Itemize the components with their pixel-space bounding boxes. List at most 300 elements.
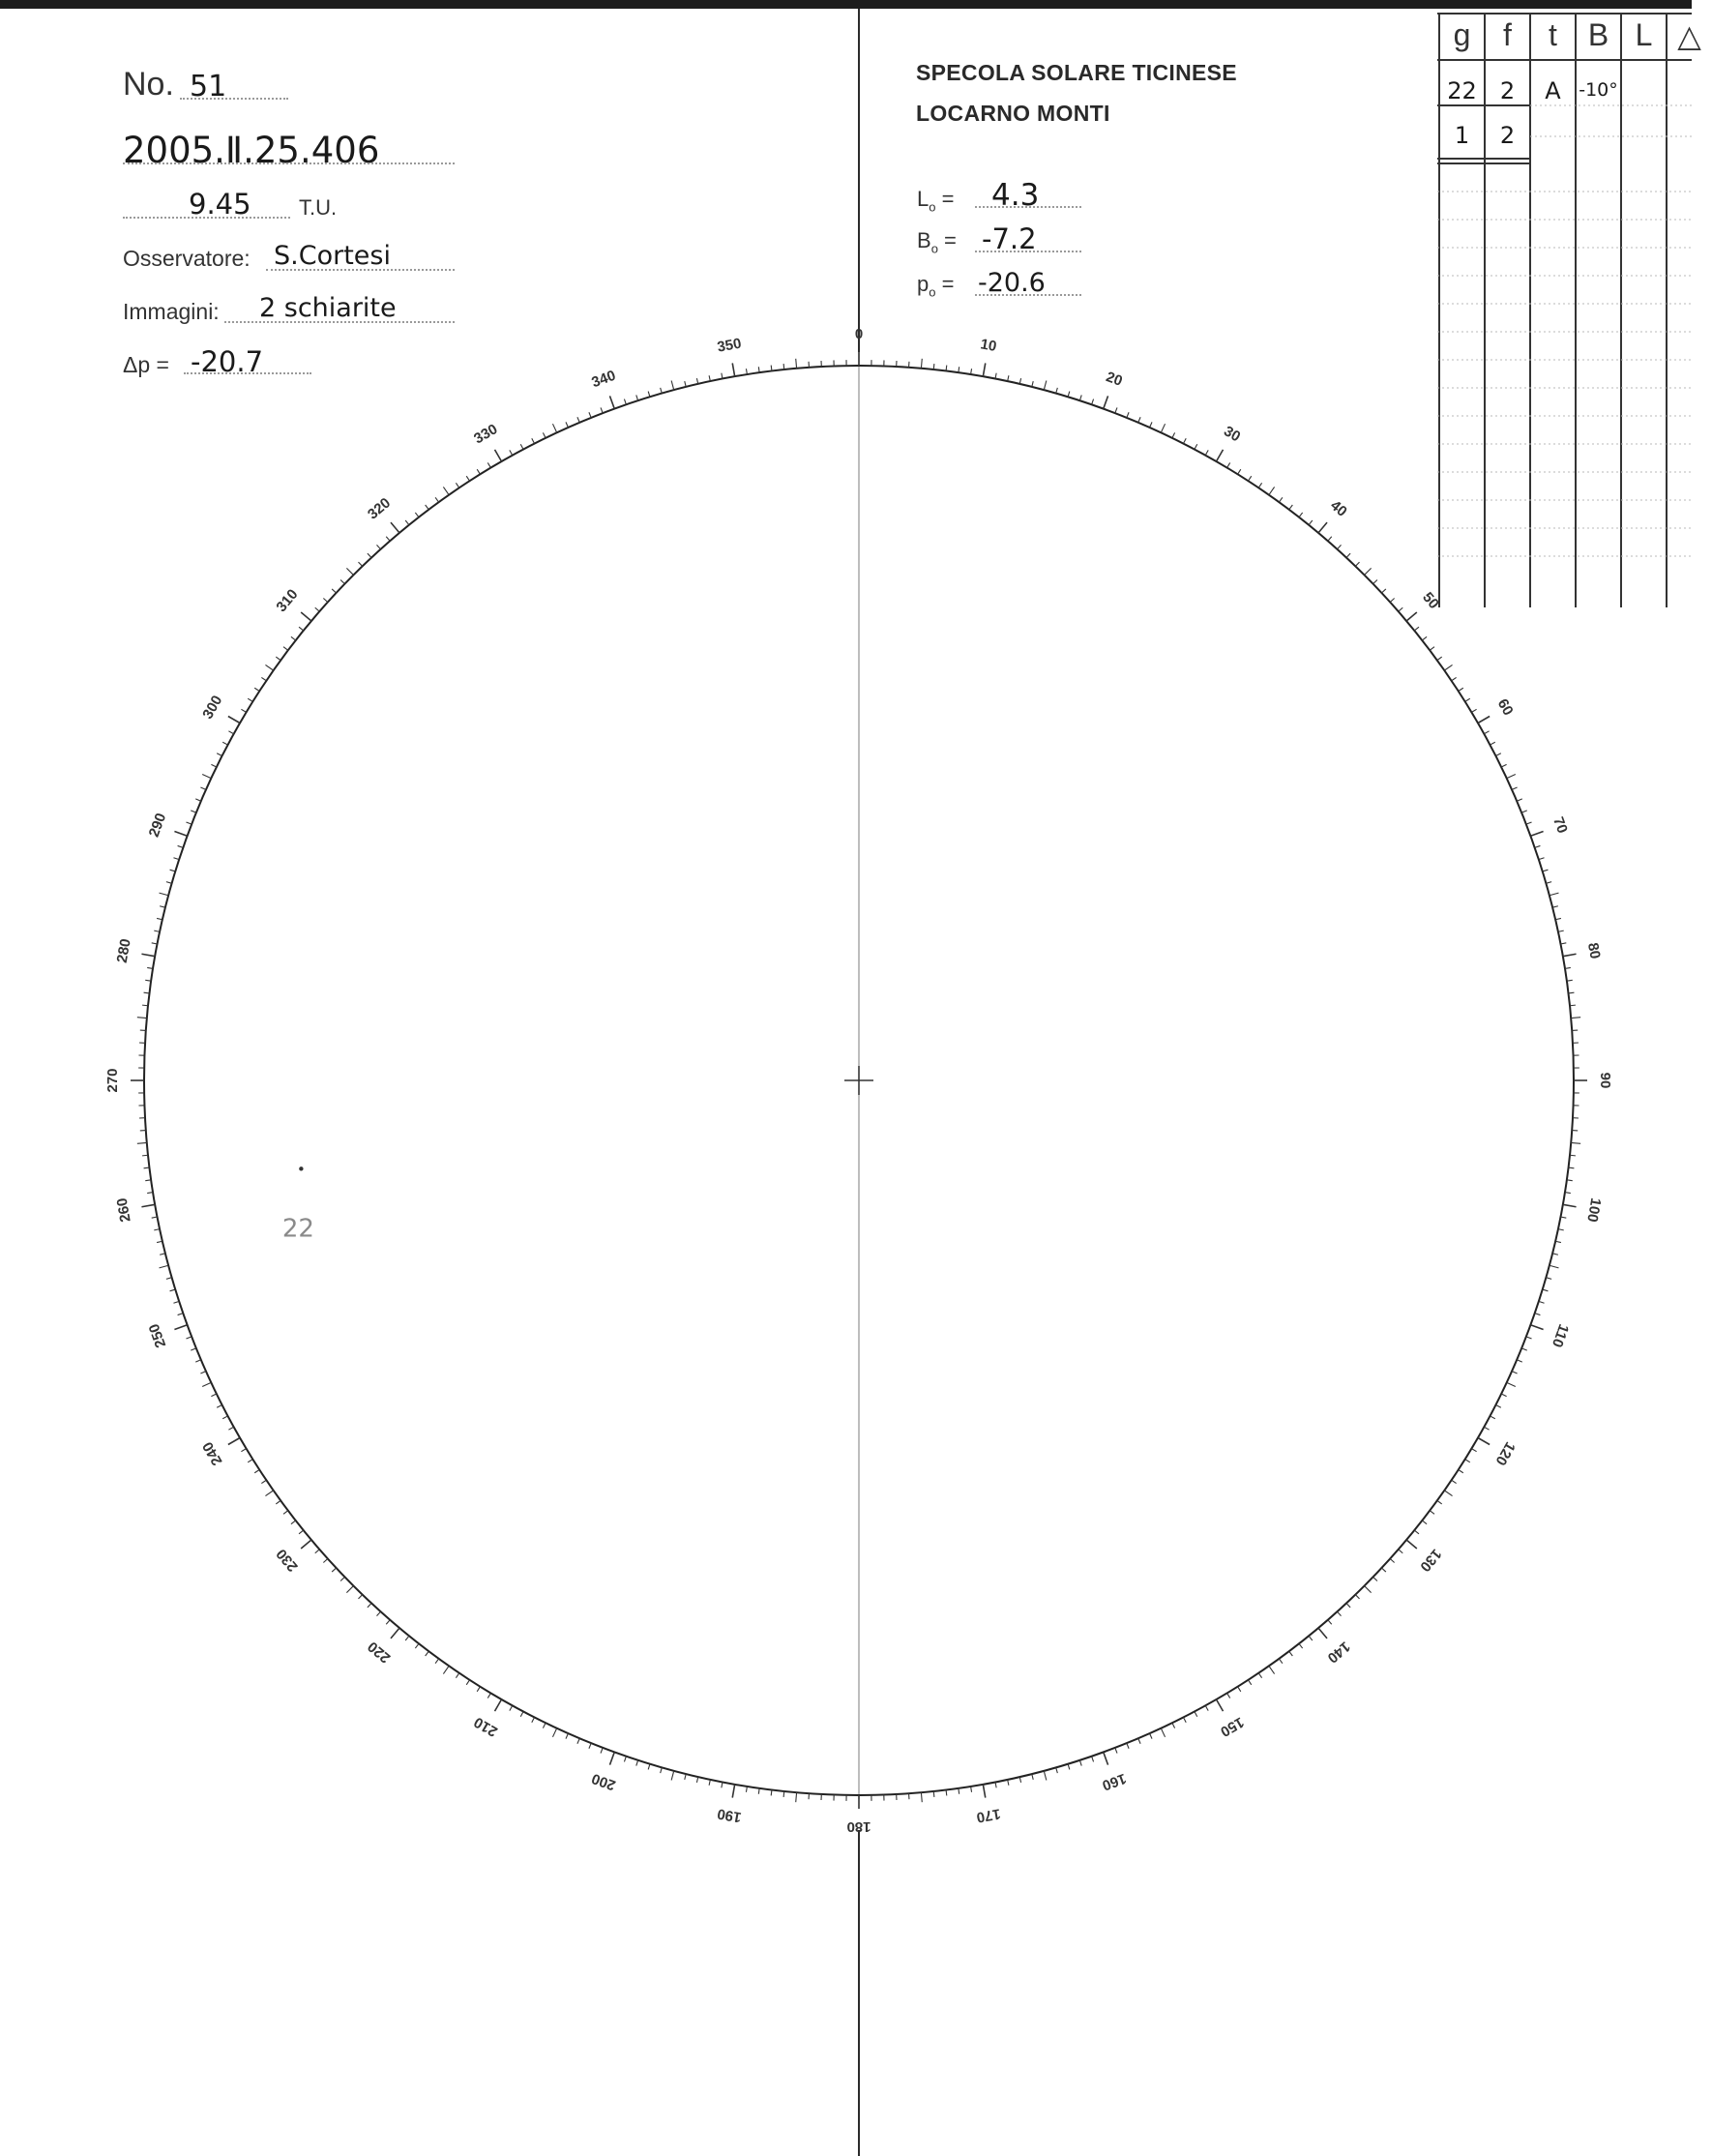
degree-tick <box>1552 1254 1558 1255</box>
degree-tick <box>1560 943 1566 944</box>
degree-tick <box>195 799 201 801</box>
degree-tick <box>1150 422 1152 427</box>
time-value: 9.45 <box>189 188 251 221</box>
degree-tick <box>495 450 502 461</box>
degree-tick <box>566 422 568 427</box>
degree-tick <box>144 992 150 993</box>
degree-tick <box>291 1521 296 1524</box>
degree-tick <box>152 943 158 944</box>
degree-tick <box>1381 1568 1385 1572</box>
degree-tick <box>1337 545 1341 548</box>
degree-tick <box>391 522 399 533</box>
degree-tick <box>1044 381 1047 391</box>
degree-tick <box>1571 1142 1580 1143</box>
degree-tick <box>1044 1771 1047 1781</box>
degree-tick <box>391 1628 399 1639</box>
degree-tick <box>358 1595 362 1599</box>
sunspot-dot <box>299 1167 303 1170</box>
dp-label: Δp = <box>123 352 169 377</box>
degree-tick <box>771 366 772 371</box>
degree-tick <box>1183 438 1186 443</box>
degree-tick <box>1490 742 1494 745</box>
degree-tick <box>415 1643 419 1648</box>
degree-tick <box>340 579 344 583</box>
col-header-delta: △ <box>1677 18 1701 53</box>
degree-label-200: 200 <box>589 1769 618 1794</box>
degree-tick <box>577 417 579 423</box>
degree-tick <box>154 930 160 931</box>
degree-tick <box>1289 1651 1293 1656</box>
degree-tick <box>1318 522 1327 533</box>
degree-tick <box>142 1155 148 1156</box>
degree-tick <box>1521 1348 1527 1350</box>
degree-tick <box>1205 450 1208 455</box>
degree-tick <box>1550 893 1559 896</box>
degree-tick <box>1571 1018 1580 1019</box>
degree-tick <box>173 1301 179 1303</box>
degree-label-130: 130 <box>1416 1545 1445 1575</box>
degree-tick <box>983 1785 985 1798</box>
p0-value: -20.6 <box>978 268 1046 298</box>
degree-tick <box>946 366 947 371</box>
degree-tick <box>1465 1460 1470 1462</box>
degree-tick <box>1563 954 1577 956</box>
degree-tick <box>732 363 734 376</box>
degree-tick <box>933 1791 934 1797</box>
degree-tick <box>661 1767 663 1773</box>
degree-tick <box>1507 774 1516 778</box>
degree-tick <box>1238 1687 1241 1692</box>
degree-tick <box>178 1314 184 1315</box>
degree-tick <box>1550 1265 1559 1268</box>
number-value: 51 <box>190 70 227 103</box>
degree-tick <box>368 553 371 557</box>
degree-tick <box>1459 1469 1463 1472</box>
observer-label: Osservatore: <box>123 246 251 271</box>
degree-tick <box>624 399 626 405</box>
degree-tick <box>1115 407 1117 413</box>
degree-tick <box>466 476 469 481</box>
degree-tick <box>202 1382 211 1386</box>
degree-tick <box>1104 1752 1108 1764</box>
degree-label-210: 210 <box>471 1713 501 1740</box>
degree-tick <box>386 1620 390 1625</box>
degree-tick <box>1381 589 1385 593</box>
degree-tick <box>722 373 723 379</box>
degree-tick <box>1172 1723 1175 1728</box>
degree-tick <box>1032 381 1033 387</box>
degree-tick <box>386 537 390 542</box>
degree-label-230: 230 <box>273 1545 302 1575</box>
degree-tick <box>248 698 252 701</box>
degree-tick <box>1478 1438 1490 1445</box>
degree-tick <box>510 1705 513 1710</box>
degree-tick <box>332 1568 336 1572</box>
degree-tick <box>160 893 169 896</box>
degree-tick <box>1399 607 1403 611</box>
degree-label-100: 100 <box>1583 1196 1605 1224</box>
degree-tick <box>1512 787 1517 789</box>
degree-tick <box>1150 1733 1152 1738</box>
degree-tick <box>1019 378 1020 384</box>
degree-tick <box>732 1785 734 1798</box>
degree-tick <box>921 359 922 369</box>
degree-label-250: 250 <box>145 1321 170 1350</box>
degree-tick <box>1501 1394 1506 1397</box>
degree-tick <box>971 1787 972 1792</box>
degree-tick <box>783 364 784 369</box>
degree-tick <box>174 831 187 836</box>
degree-tick <box>1444 665 1452 670</box>
degree-tick <box>746 1787 747 1792</box>
degree-tick <box>1484 731 1489 734</box>
degree-tick <box>435 497 439 502</box>
degree-tick <box>1530 1325 1543 1330</box>
degree-tick <box>191 811 196 812</box>
degree-label-290: 290 <box>145 811 170 840</box>
degree-tick <box>1437 657 1442 661</box>
L0-value: 4.3 <box>991 178 1040 213</box>
degree-tick <box>456 1673 458 1678</box>
degree-tick <box>552 1728 556 1737</box>
degree-tick <box>983 363 985 376</box>
degree-label-150: 150 <box>1217 1713 1247 1740</box>
degree-tick <box>265 665 273 670</box>
degree-tick <box>217 753 221 756</box>
row2-f: 2 <box>1499 122 1516 149</box>
degree-tick <box>1346 553 1350 557</box>
degree-tick <box>648 392 650 398</box>
degree-tick <box>1535 1314 1541 1315</box>
degree-tick <box>1318 1628 1327 1639</box>
degree-tick <box>241 1449 246 1452</box>
degree-tick <box>1478 717 1490 724</box>
images-value: 2 schiarite <box>259 293 397 323</box>
degree-tick <box>160 1265 169 1268</box>
degree-tick <box>299 627 304 631</box>
degree-tick <box>1539 858 1545 860</box>
degree-tick <box>1430 647 1434 651</box>
degree-tick <box>1172 432 1175 437</box>
degree-tick <box>415 513 419 517</box>
degree-label-220: 220 <box>365 1638 395 1667</box>
degree-tick <box>200 1372 205 1373</box>
degree-tick <box>323 1558 327 1562</box>
degree-tick <box>178 845 184 847</box>
degree-tick <box>1495 753 1500 756</box>
degree-tick <box>1227 1693 1230 1698</box>
degree-tick <box>248 1460 252 1462</box>
degree-tick <box>1269 1666 1275 1673</box>
degree-tick <box>1337 1611 1341 1615</box>
degree-tick <box>709 375 710 381</box>
degree-tick <box>601 407 603 413</box>
degree-tick <box>358 562 362 566</box>
row1-f: 2 <box>1499 77 1516 104</box>
col-header-B: B <box>1587 17 1609 52</box>
degree-tick <box>1543 1289 1549 1291</box>
degree-tick <box>137 1018 147 1019</box>
degree-tick <box>241 709 246 712</box>
degree-tick <box>1269 487 1275 494</box>
degree-tick <box>144 1167 150 1168</box>
degree-tick <box>636 1760 638 1766</box>
degree-tick <box>254 688 259 691</box>
degree-tick <box>141 1204 155 1206</box>
degree-tick <box>722 1782 723 1787</box>
degree-tick <box>191 1348 196 1350</box>
degree-tick <box>1309 520 1313 525</box>
degree-tick <box>283 647 288 651</box>
degree-tick <box>1289 505 1293 510</box>
degree-tick <box>405 1636 409 1640</box>
degree-tick <box>1248 1680 1251 1685</box>
degree-tick <box>771 1789 772 1795</box>
degree-tick <box>532 1717 535 1722</box>
degree-tick <box>1512 1372 1517 1373</box>
degree-tick <box>1555 1241 1561 1242</box>
degree-tick <box>601 1748 603 1754</box>
degree-tick <box>1444 1491 1452 1496</box>
degree-tick <box>1406 612 1417 621</box>
degree-tick <box>1365 1586 1372 1593</box>
degree-tick <box>1205 1705 1208 1710</box>
degree-label-50: 50 <box>1419 589 1442 612</box>
degree-tick <box>1279 497 1283 502</box>
degree-tick <box>166 1278 172 1280</box>
degree-label-340: 340 <box>589 367 618 392</box>
degree-tick <box>520 1711 523 1716</box>
degree-tick <box>315 607 320 611</box>
degree-tick <box>154 1229 160 1230</box>
degree-tick <box>1452 677 1457 680</box>
degree-tick <box>443 487 449 494</box>
degree-tick <box>685 1774 686 1780</box>
degree-tick <box>1560 1217 1566 1218</box>
degree-tick <box>1422 636 1427 640</box>
degree-tick <box>222 742 227 745</box>
degree-label-280: 280 <box>113 937 134 964</box>
degree-tick <box>228 1427 233 1430</box>
degree-tick <box>1546 882 1551 884</box>
degree-tick <box>1161 1728 1165 1737</box>
degree-tick <box>510 450 513 455</box>
degree-tick <box>1507 1382 1516 1386</box>
degree-label-80: 80 <box>1583 941 1604 960</box>
sunspot-group-label: 22 <box>281 1214 314 1244</box>
degree-tick <box>609 396 614 408</box>
degree-tick <box>1008 375 1009 381</box>
degree-tick <box>1079 1760 1081 1766</box>
degree-tick <box>265 1491 273 1496</box>
degree-label-260: 260 <box>113 1196 134 1224</box>
row1-g: 22 <box>1447 77 1477 104</box>
degree-tick <box>376 1611 380 1615</box>
degree-tick <box>1459 688 1463 691</box>
degree-tick <box>291 636 296 640</box>
degree-tick <box>577 1738 579 1744</box>
degree-tick <box>1008 1780 1009 1786</box>
degree-tick <box>160 906 165 907</box>
degree-tick <box>228 1438 240 1445</box>
degree-tick <box>1414 627 1419 631</box>
col-header-t: t <box>1549 17 1557 52</box>
degree-tick <box>487 1693 490 1698</box>
degree-tick <box>589 1743 591 1749</box>
degree-tick <box>552 424 556 432</box>
degree-tick <box>426 505 429 510</box>
degree-tick <box>685 381 686 387</box>
degree-tick <box>946 1789 947 1795</box>
degree-tick <box>228 731 233 734</box>
degree-tick <box>1568 1167 1574 1168</box>
degree-tick <box>1056 1767 1058 1773</box>
degree-tick <box>200 787 205 789</box>
degree-tick <box>1138 417 1140 423</box>
degree-label-310: 310 <box>273 586 302 616</box>
degree-tick <box>315 1550 320 1553</box>
date-value: 2005.Ⅱ.25.406 <box>123 130 380 171</box>
degree-tick <box>671 381 674 391</box>
images-label: Immagini: <box>123 299 220 324</box>
degree-tick <box>1399 1550 1403 1553</box>
degree-tick <box>157 918 162 919</box>
degree-tick <box>746 369 747 374</box>
degree-tick <box>1414 1530 1419 1534</box>
degree-tick <box>1104 396 1108 408</box>
degree-label-330: 330 <box>471 421 501 448</box>
degree-tick <box>152 1217 158 1218</box>
degree-tick <box>1484 1427 1489 1430</box>
degree-label-140: 140 <box>1323 1638 1353 1667</box>
degree-label-240: 240 <box>199 1438 226 1468</box>
row1-B: -10° <box>1579 79 1618 101</box>
degree-tick <box>1056 388 1058 394</box>
degree-label-20: 20 <box>1104 369 1125 390</box>
row1-t: A <box>1545 77 1561 104</box>
degree-tick <box>301 612 311 621</box>
degree-tick <box>222 1416 227 1419</box>
degree-tick <box>195 1360 201 1362</box>
degree-tick <box>1092 399 1094 405</box>
degree-tick <box>1546 1278 1551 1280</box>
B0-label: $B_o$ = <box>917 228 957 256</box>
degree-tick <box>1127 1743 1129 1749</box>
degree-tick <box>1430 1511 1434 1515</box>
degree-tick <box>435 1659 439 1664</box>
degree-tick <box>995 1782 996 1787</box>
degree-label-190: 190 <box>716 1805 743 1826</box>
number-label: No. <box>123 66 174 103</box>
degree-tick <box>1552 906 1558 907</box>
degree-tick <box>921 1792 922 1802</box>
degree-tick <box>1543 870 1549 871</box>
degree-tick <box>1390 598 1394 602</box>
degree-tick <box>1565 1193 1571 1194</box>
degree-tick <box>170 870 176 871</box>
degree-tick <box>301 1540 311 1549</box>
degree-tick <box>1471 1449 1476 1452</box>
degree-label-90: 90 <box>1597 1072 1614 1089</box>
degree-tick <box>1299 1643 1303 1648</box>
degree-tick <box>1183 1717 1186 1722</box>
degree-tick <box>495 1699 502 1711</box>
degree-tick <box>1570 1005 1576 1006</box>
degree-tick <box>1495 1404 1500 1407</box>
degree-tick <box>1501 764 1506 767</box>
degree-tick <box>933 364 934 369</box>
degree-tick <box>443 1666 449 1673</box>
degree-label-0: 0 <box>854 325 864 342</box>
degree-tick <box>340 1577 344 1580</box>
degree-tick <box>609 1752 614 1764</box>
degree-label-160: 160 <box>1100 1769 1129 1794</box>
degree-label-60: 60 <box>1493 695 1517 719</box>
degree-tick <box>1258 483 1261 487</box>
degree-tick <box>1465 698 1470 701</box>
degree-label-110: 110 <box>1548 1321 1573 1350</box>
observatory-name: SPECOLA SOLARE TICINESE <box>916 60 1237 85</box>
degree-tick <box>346 568 353 575</box>
col-header-g: g <box>1453 17 1471 52</box>
degree-tick <box>173 858 179 860</box>
degree-tick <box>1068 392 1070 398</box>
degree-tick <box>1346 1603 1350 1607</box>
degree-tick <box>796 359 797 369</box>
degree-tick <box>211 1394 216 1397</box>
degree-tick <box>1390 1558 1394 1562</box>
degree-tick <box>477 1687 480 1692</box>
degree-tick <box>1490 1416 1494 1419</box>
degree-tick <box>1138 1738 1140 1744</box>
degree-tick <box>1127 412 1129 418</box>
degree-tick <box>1309 1636 1313 1640</box>
degree-tick <box>228 717 240 724</box>
degree-tick <box>1355 562 1359 566</box>
degree-tick <box>1517 799 1522 801</box>
degree-tick <box>543 1723 546 1728</box>
degree-tick <box>202 774 211 778</box>
degree-tick <box>477 469 480 474</box>
degree-label-300: 300 <box>199 693 226 723</box>
degree-tick <box>543 432 546 437</box>
degree-tick <box>1238 469 1241 474</box>
sunspot-layer <box>282 1167 314 1243</box>
degree-tick <box>1227 462 1230 467</box>
degree-label-170: 170 <box>975 1805 1002 1826</box>
col-header-L: L <box>1635 17 1653 52</box>
degree-tick <box>1521 811 1527 812</box>
degree-tick <box>147 967 153 968</box>
degree-label-180: 180 <box>846 1818 871 1836</box>
degree-tick <box>346 1586 353 1593</box>
degree-tick <box>1535 845 1541 847</box>
degree-tick <box>1019 1777 1020 1783</box>
degree-tick <box>971 369 972 374</box>
degree-tick <box>166 882 172 884</box>
degree-label-270: 270 <box>103 1068 121 1093</box>
degree-tick <box>1517 1360 1522 1362</box>
time-unit: T.U. <box>299 195 338 220</box>
degree-tick <box>1355 1595 1359 1599</box>
degree-tick <box>995 373 996 379</box>
degree-tick <box>1195 1711 1197 1716</box>
degree-tick <box>1526 822 1532 824</box>
degree-tick <box>1452 1480 1457 1483</box>
degree-tick <box>1299 513 1303 517</box>
degree-label-320: 320 <box>365 494 395 523</box>
B0-value: -7.2 <box>982 222 1037 255</box>
